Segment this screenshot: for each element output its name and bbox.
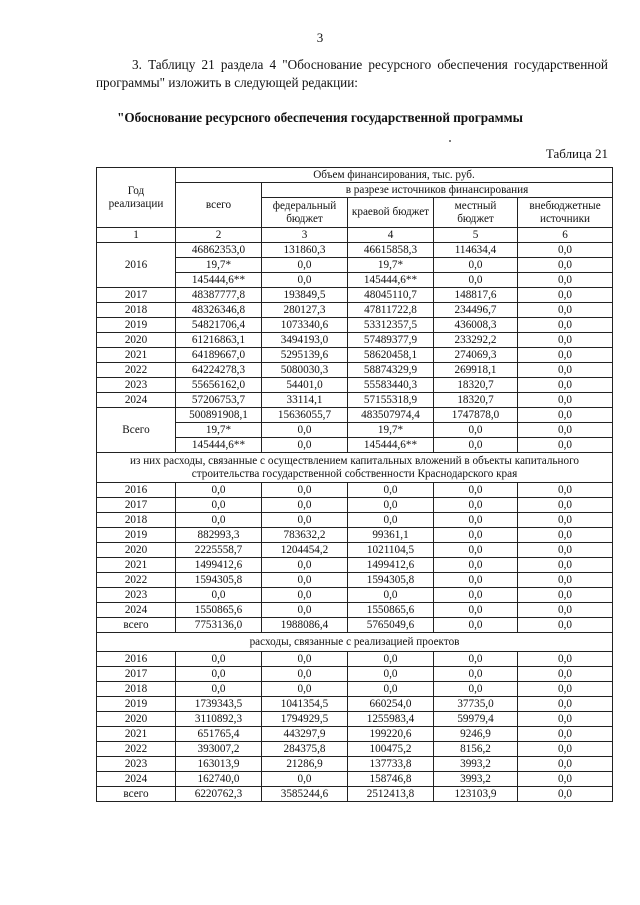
regional-cell: 2512413,8 xyxy=(348,787,434,802)
table-row xyxy=(97,588,613,603)
federal-cell: 5080030,3 xyxy=(262,363,348,378)
local-cell: 0,0 xyxy=(434,528,518,543)
year-cell: 2023 xyxy=(97,757,176,772)
year-cell: 2018 xyxy=(97,513,176,528)
federal-cell: 0,0 xyxy=(262,588,348,603)
table-row xyxy=(97,243,613,258)
year-cell: 2019 xyxy=(97,528,176,543)
local-cell: 233292,2 xyxy=(434,333,518,348)
total-cell: 1594305,8 xyxy=(176,573,262,588)
extra-cell: 0,0 xyxy=(518,682,613,697)
regional-cell: 58620458,1 xyxy=(348,348,434,363)
federal-cell: 0,0 xyxy=(262,558,348,573)
regional-cell: 1594305,8 xyxy=(348,573,434,588)
year-cell: 2022 xyxy=(97,363,176,378)
year-cell: 2017 xyxy=(97,498,176,513)
year-cell: 2022 xyxy=(97,573,176,588)
total-cell: 19,7* xyxy=(176,423,262,438)
year-cell: 2021 xyxy=(97,727,176,742)
extra-cell: 0,0 xyxy=(518,423,613,438)
year-cell: 2016 xyxy=(97,652,176,667)
extra-cell: 0,0 xyxy=(518,712,613,727)
extra-cell: 0,0 xyxy=(518,408,613,423)
local-cell: 1747878,0 xyxy=(434,408,518,423)
year-cell: 2017 xyxy=(97,288,176,303)
local-cell: 9246,9 xyxy=(434,727,518,742)
regional-cell: 53312357,5 xyxy=(348,318,434,333)
extra-cell: 0,0 xyxy=(518,618,613,633)
extra-cell: 0,0 xyxy=(518,727,613,742)
total-cell: 2225558,7 xyxy=(176,543,262,558)
year-cell: 2021 xyxy=(97,558,176,573)
federal-cell: 1041354,5 xyxy=(262,697,348,712)
total-cell: 48387777,8 xyxy=(176,288,262,303)
regional-cell: 46615858,3 xyxy=(348,243,434,258)
federal-cell: 1794929,5 xyxy=(262,712,348,727)
total-cell: 1739343,5 xyxy=(176,697,262,712)
total-cell: 0,0 xyxy=(176,652,262,667)
year-cell: Всего xyxy=(97,408,176,453)
federal-cell: 0,0 xyxy=(262,258,348,273)
regional-cell: 0,0 xyxy=(348,652,434,667)
extra-cell: 0,0 xyxy=(518,667,613,682)
table-row xyxy=(97,682,613,697)
extra-cell: 0,0 xyxy=(518,757,613,772)
extra-cell: 0,0 xyxy=(518,513,613,528)
total-cell: 7753136,0 xyxy=(176,618,262,633)
federal-cell: 783632,2 xyxy=(262,528,348,543)
year-cell: 2024 xyxy=(97,603,176,618)
table-row xyxy=(97,652,613,667)
header-extra: внебюджетные источники xyxy=(518,198,613,228)
federal-cell: 0,0 xyxy=(262,513,348,528)
federal-cell: 0,0 xyxy=(262,483,348,498)
regional-cell: 0,0 xyxy=(348,588,434,603)
federal-cell: 0,0 xyxy=(262,682,348,697)
year-cell: 2018 xyxy=(97,303,176,318)
regional-cell: 19,7* xyxy=(348,423,434,438)
year-cell: 2024 xyxy=(97,393,176,408)
total-cell: 1550865,6 xyxy=(176,603,262,618)
regional-cell: 660254,0 xyxy=(348,697,434,712)
local-cell: 0,0 xyxy=(434,483,518,498)
year-cell: 2021 xyxy=(97,348,176,363)
total-cell: 162740,0 xyxy=(176,772,262,787)
local-cell: 3993,2 xyxy=(434,772,518,787)
regional-cell: 483507974,4 xyxy=(348,408,434,423)
local-cell: 148817,6 xyxy=(434,288,518,303)
extra-cell: 0,0 xyxy=(518,603,613,618)
extra-cell: 0,0 xyxy=(518,787,613,802)
section-capital-title: из них расходы, связанные с осуществлением капитальных вложений в объекты капитального строительства государственной собственности Краснодарского края xyxy=(97,453,613,483)
table-row xyxy=(97,513,613,528)
federal-cell: 284375,8 xyxy=(262,742,348,757)
header-local: местный бюджет xyxy=(434,198,518,228)
extra-cell: 0,0 xyxy=(518,318,613,333)
header-total: всего xyxy=(176,183,262,228)
extra-cell: 0,0 xyxy=(518,498,613,513)
extra-cell: 0,0 xyxy=(518,528,613,543)
total-cell: 6220762,3 xyxy=(176,787,262,802)
federal-cell: 0,0 xyxy=(262,498,348,513)
local-cell: 0,0 xyxy=(434,498,518,513)
column-number: 2 xyxy=(176,228,262,243)
year-cell: 2019 xyxy=(97,697,176,712)
year-cell: 2023 xyxy=(97,378,176,393)
total-cell: 882993,3 xyxy=(176,528,262,543)
federal-cell: 54401,0 xyxy=(262,378,348,393)
extra-cell: 0,0 xyxy=(518,543,613,558)
table-caption: Таблица 21 xyxy=(545,146,608,161)
header-row-1 xyxy=(97,168,613,183)
column-number: 5 xyxy=(434,228,518,243)
regional-cell: 99361,1 xyxy=(348,528,434,543)
total-cell: 54821706,4 xyxy=(176,318,262,333)
total-cell: 0,0 xyxy=(176,682,262,697)
table-row xyxy=(97,558,613,573)
table-row xyxy=(97,288,613,303)
table-row xyxy=(97,333,613,348)
local-cell: 436008,3 xyxy=(434,318,518,333)
extra-cell: 0,0 xyxy=(518,697,613,712)
year-cell: 2018 xyxy=(97,682,176,697)
extra-cell: 0,0 xyxy=(518,588,613,603)
total-cell: 61216863,1 xyxy=(176,333,262,348)
column-number: 3 xyxy=(262,228,348,243)
year-cell: 2020 xyxy=(97,333,176,348)
federal-cell: 21286,9 xyxy=(262,757,348,772)
column-number: 1 xyxy=(97,228,176,243)
total-cell: 393007,2 xyxy=(176,742,262,757)
table-row xyxy=(97,757,613,772)
extra-cell: 0,0 xyxy=(518,393,613,408)
federal-cell: 443297,9 xyxy=(262,727,348,742)
local-cell: 123103,9 xyxy=(434,787,518,802)
total-cell: 19,7* xyxy=(176,258,262,273)
regional-cell: 199220,6 xyxy=(348,727,434,742)
header-regional: краевой бюджет xyxy=(348,198,434,228)
federal-cell: 5295139,6 xyxy=(262,348,348,363)
regional-cell: 57155318,9 xyxy=(348,393,434,408)
table-row xyxy=(97,727,613,742)
regional-cell: 1499412,6 xyxy=(348,558,434,573)
header-by-source: в разрезе источников финансирования xyxy=(262,183,613,198)
local-cell: 0,0 xyxy=(434,618,518,633)
total-cell: 0,0 xyxy=(176,667,262,682)
document-heading: "Обоснование ресурсного обеспечения государственной программы xyxy=(117,110,523,125)
extra-cell: 0,0 xyxy=(518,348,613,363)
local-cell: 234496,7 xyxy=(434,303,518,318)
local-cell: 0,0 xyxy=(434,558,518,573)
scan-speck xyxy=(449,140,451,142)
column-numbers-row xyxy=(97,228,613,243)
total-cell: 145444,6** xyxy=(176,273,262,288)
header-volume: Объем финансирования, тыс. руб. xyxy=(176,168,613,183)
table-row xyxy=(97,697,613,712)
extra-cell: 0,0 xyxy=(518,483,613,498)
year-cell: 2016 xyxy=(97,483,176,498)
total-cell: 3110892,3 xyxy=(176,712,262,727)
regional-cell: 145444,6** xyxy=(348,273,434,288)
year-cell: 2016 xyxy=(97,243,176,288)
header-year: Год реализации xyxy=(97,168,176,228)
total-cell: 1499412,6 xyxy=(176,558,262,573)
extra-cell: 0,0 xyxy=(518,258,613,273)
table-row xyxy=(97,498,613,513)
table-row xyxy=(97,772,613,787)
federal-cell: 0,0 xyxy=(262,772,348,787)
local-cell: 0,0 xyxy=(434,273,518,288)
year-cell: 2024 xyxy=(97,772,176,787)
regional-cell: 19,7* xyxy=(348,258,434,273)
section-projects-title-row xyxy=(97,633,613,652)
local-cell: 0,0 xyxy=(434,652,518,667)
regional-cell: 48045110,7 xyxy=(348,288,434,303)
intro-paragraph: 3. Таблицу 21 раздела 4 "Обоснование ресурсного обеспечения государственной программы" изложить в следующей редакции: xyxy=(96,57,608,90)
table-row xyxy=(97,603,613,618)
local-cell: 37735,0 xyxy=(434,697,518,712)
extra-cell: 0,0 xyxy=(518,243,613,258)
total-cell: 145444,6** xyxy=(176,438,262,453)
regional-cell: 5765049,6 xyxy=(348,618,434,633)
total-cell: 57206753,7 xyxy=(176,393,262,408)
local-cell: 59979,4 xyxy=(434,712,518,727)
total-cell: 500891908,1 xyxy=(176,408,262,423)
regional-cell: 100475,2 xyxy=(348,742,434,757)
regional-cell: 158746,8 xyxy=(348,772,434,787)
federal-cell: 15636055,7 xyxy=(262,408,348,423)
total-cell: 48326346,8 xyxy=(176,303,262,318)
regional-cell: 58874329,9 xyxy=(348,363,434,378)
local-cell: 3993,2 xyxy=(434,757,518,772)
federal-cell: 3585244,6 xyxy=(262,787,348,802)
year-cell: 2017 xyxy=(97,667,176,682)
local-cell: 0,0 xyxy=(434,588,518,603)
federal-cell: 0,0 xyxy=(262,652,348,667)
extra-cell: 0,0 xyxy=(518,333,613,348)
table-row xyxy=(97,303,613,318)
table-row xyxy=(97,528,613,543)
federal-cell: 0,0 xyxy=(262,667,348,682)
section-capital-title-row xyxy=(97,453,613,483)
local-cell: 0,0 xyxy=(434,438,518,453)
local-cell: 114634,4 xyxy=(434,243,518,258)
section-projects-title: расходы, связанные с реализацией проектов xyxy=(97,633,613,652)
extra-cell: 0,0 xyxy=(518,303,613,318)
federal-cell: 1073340,6 xyxy=(262,318,348,333)
local-cell: 0,0 xyxy=(434,513,518,528)
year-cell: всего xyxy=(97,618,176,633)
total-row xyxy=(97,408,613,423)
total-cell: 0,0 xyxy=(176,498,262,513)
table-row xyxy=(97,393,613,408)
financing-table-body xyxy=(97,168,613,802)
year-cell: всего xyxy=(97,787,176,802)
regional-cell: 47811722,8 xyxy=(348,303,434,318)
local-cell: 0,0 xyxy=(434,258,518,273)
total-cell: 0,0 xyxy=(176,483,262,498)
extra-cell: 0,0 xyxy=(518,573,613,588)
total-cell: 651765,4 xyxy=(176,727,262,742)
local-cell: 18320,7 xyxy=(434,378,518,393)
table-row xyxy=(97,573,613,588)
extra-cell: 0,0 xyxy=(518,652,613,667)
year-cell: 2020 xyxy=(97,712,176,727)
local-cell: 0,0 xyxy=(434,682,518,697)
extra-cell: 0,0 xyxy=(518,363,613,378)
table-row xyxy=(97,483,613,498)
local-cell: 18320,7 xyxy=(434,393,518,408)
local-cell: 0,0 xyxy=(434,667,518,682)
local-cell: 274069,3 xyxy=(434,348,518,363)
regional-cell: 1550865,6 xyxy=(348,603,434,618)
extra-cell: 0,0 xyxy=(518,288,613,303)
table-row xyxy=(97,378,613,393)
total-cell: 64189667,0 xyxy=(176,348,262,363)
regional-cell: 137733,8 xyxy=(348,757,434,772)
total-cell: 64224278,3 xyxy=(176,363,262,378)
year-cell: 2020 xyxy=(97,543,176,558)
column-number: 4 xyxy=(348,228,434,243)
local-cell: 269918,1 xyxy=(434,363,518,378)
page-number: 3 xyxy=(316,30,324,45)
extra-cell: 0,0 xyxy=(518,772,613,787)
extra-cell: 0,0 xyxy=(518,378,613,393)
year-cell: 2022 xyxy=(97,742,176,757)
table-row xyxy=(97,348,613,363)
table-row xyxy=(97,667,613,682)
regional-cell: 1255983,4 xyxy=(348,712,434,727)
local-cell: 0,0 xyxy=(434,543,518,558)
federal-cell: 0,0 xyxy=(262,573,348,588)
federal-cell: 0,0 xyxy=(262,603,348,618)
total-cell: 163013,9 xyxy=(176,757,262,772)
year-cell: 2023 xyxy=(97,588,176,603)
federal-cell: 33114,1 xyxy=(262,393,348,408)
federal-cell: 1204454,2 xyxy=(262,543,348,558)
federal-cell: 0,0 xyxy=(262,438,348,453)
extra-cell: 0,0 xyxy=(518,438,613,453)
local-cell: 0,0 xyxy=(434,603,518,618)
year-cell: 2019 xyxy=(97,318,176,333)
regional-cell: 0,0 xyxy=(348,667,434,682)
local-cell: 0,0 xyxy=(434,573,518,588)
regional-cell: 0,0 xyxy=(348,682,434,697)
table-row xyxy=(97,712,613,727)
table-row xyxy=(97,742,613,757)
table-row xyxy=(97,618,613,633)
local-cell: 8156,2 xyxy=(434,742,518,757)
regional-cell: 0,0 xyxy=(348,483,434,498)
regional-cell: 0,0 xyxy=(348,498,434,513)
total-cell: 0,0 xyxy=(176,513,262,528)
table-row xyxy=(97,787,613,802)
table-row xyxy=(97,363,613,378)
column-number: 6 xyxy=(518,228,613,243)
federal-cell: 0,0 xyxy=(262,423,348,438)
total-cell: 55656162,0 xyxy=(176,378,262,393)
federal-cell: 3494193,0 xyxy=(262,333,348,348)
federal-cell: 0,0 xyxy=(262,273,348,288)
financing-table xyxy=(96,167,613,802)
total-cell: 46862353,0 xyxy=(176,243,262,258)
regional-cell: 145444,6** xyxy=(348,438,434,453)
regional-cell: 1021104,5 xyxy=(348,543,434,558)
table-row xyxy=(97,543,613,558)
federal-cell: 280127,3 xyxy=(262,303,348,318)
federal-cell: 1988086,4 xyxy=(262,618,348,633)
local-cell: 0,0 xyxy=(434,423,518,438)
extra-cell: 0,0 xyxy=(518,558,613,573)
regional-cell: 55583440,3 xyxy=(348,378,434,393)
total-cell: 0,0 xyxy=(176,588,262,603)
table-row xyxy=(97,318,613,333)
federal-cell: 193849,5 xyxy=(262,288,348,303)
header-federal: федеральный бюджет xyxy=(262,198,348,228)
regional-cell: 0,0 xyxy=(348,513,434,528)
federal-cell: 131860,3 xyxy=(262,243,348,258)
regional-cell: 57489377,9 xyxy=(348,333,434,348)
extra-cell: 0,0 xyxy=(518,273,613,288)
extra-cell: 0,0 xyxy=(518,742,613,757)
